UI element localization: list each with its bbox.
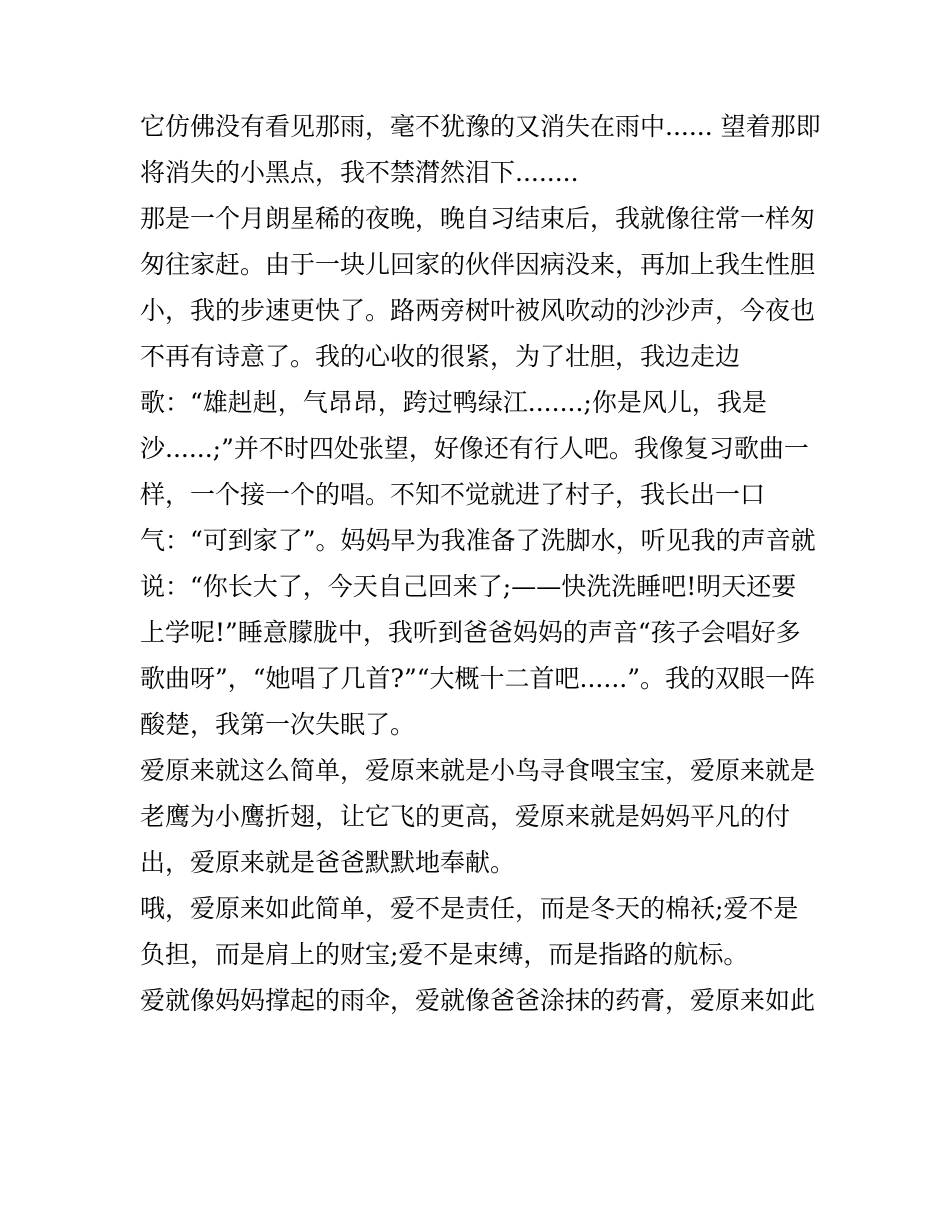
text-line: 哦，爱原来如此简单，爱不是责任，而是冬天的棉袄;爱不是 (140, 894, 799, 923)
text-line: 那是一个月朗星稀的夜晚，晚自习结束后，我就像往常一样匆 (140, 204, 816, 233)
text-line: 负担，而是肩上的财宝;爱不是束缚，而是指路的航标。 (140, 940, 749, 969)
text-line: 酸楚，我第一次失眠了。 (140, 710, 416, 739)
text-line: 上学呢!”睡意朦胧中，我听到爸爸妈妈的声音“孩子会唱好多 (140, 618, 801, 647)
text-line: 将消失的小黑点，我不禁潸然泪下........ (140, 158, 579, 187)
text-line: 歌曲呀”，“她唱了几首?”“大概十二首吧......”。我的双眼一阵 (140, 664, 815, 693)
text-line: 爱就像妈妈撑起的雨伞，爱就像爸爸涂抹的药膏，爱原来如此 (140, 986, 816, 1015)
text-line: 它仿佛没有看见那雨，毫不犹豫的又消失在雨中...... 望着那即 (140, 112, 821, 141)
text-line: 说：“你长大了，今天自己回来了;——快洗洗睡吧!明天还要 (140, 572, 797, 601)
text-line: 匆往家赶。由于一块儿回家的伙伴因病没来，再加上我生性胆 (140, 250, 816, 279)
text-line: 歌：“雄赳赳，气昂昂，跨过鸭绿江.......;你是风儿，我是 (140, 388, 767, 417)
body-text (140, 104, 820, 1024)
text-line: 出，爱原来就是爸爸默默地奉献。 (140, 848, 516, 877)
text-line: 老鹰为小鹰折翅，让它飞的更高，爱原来就是妈妈平凡的付 (140, 802, 791, 831)
text-line: 样，一个接一个的唱。不知不觉就进了村子，我长出一口 (140, 480, 766, 509)
text-line: 不再有诗意了。我的心收的很紧，为了壮胆，我边走边 (140, 342, 741, 371)
text-line: 小，我的步速更快了。路两旁树叶被风吹动的沙沙声，今夜也 (140, 296, 816, 325)
text-line: 沙......;”并不时四处张望，好像还有行人吧。我像复习歌曲一 (140, 434, 809, 463)
text-line: 爱原来就这么简单，爱原来就是小鸟寻食喂宝宝，爱原来就是 (140, 756, 816, 785)
text-line: 气：“可到家了”。妈妈早为我准备了洗脚水，听见我的声音就 (140, 526, 816, 555)
